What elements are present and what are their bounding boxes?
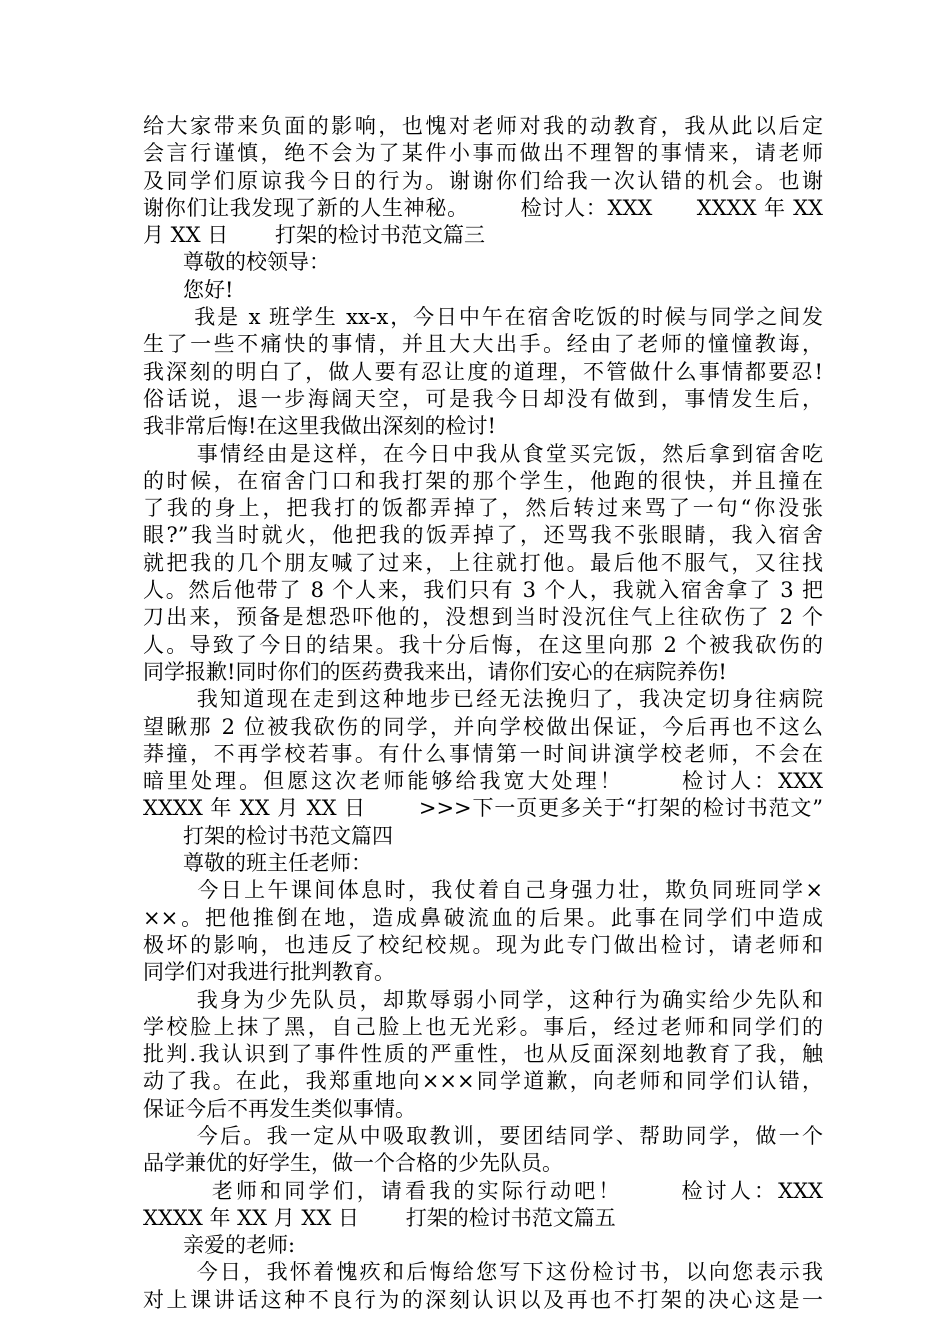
text-line: 生了一些不痛快的事情，并且大大出手。经由了老师的憧憧教诲，	[143, 332, 823, 357]
text-line: 批判.我认识到了事件性质的严重性，也从反面深刻地教育了我，触	[143, 1042, 823, 1067]
text-line: 谢你们让我发现了新的人生神秘。 检讨人：XXX XXXX 年 XX	[143, 195, 823, 220]
document-body	[143, 113, 823, 1314]
text-line: 我是 x 班学生 xx-x，今日中午在宿舍吃饭的时候与同学之间发	[143, 305, 823, 330]
text-line: 同学们对我进行批判教育。	[143, 960, 395, 985]
text-line: 今日，我怀着愧疚和后悔给您写下这份检讨书，以向您表示我	[143, 1260, 823, 1285]
text-line: XXXX 年 XX 月 XX 日 >>>下一页更多关于“打架的检讨书范文”	[143, 796, 823, 821]
text-line: 眼?”我当时就火，他把我的饭弄掉了，还骂我不张眼睛，我入宿舍	[143, 523, 823, 548]
text-line: 尊敬的班主任老师：	[143, 851, 373, 876]
text-line: 及同学们原谅我今日的行为。谢谢你们给我一次认错的机会。也谢	[143, 168, 823, 193]
text-line: 亲爱的老师:	[143, 1233, 296, 1258]
text-line: 您好!	[143, 277, 234, 302]
text-line: 今后。我一定从中吸取教训，要团结同学、帮助同学，做一个	[143, 1123, 823, 1148]
text-line: 保证今后不再发生类似事情。	[143, 1096, 416, 1121]
text-line: 今日上午课间体息时，我仗着自己身强力壮，欺负同班同学×	[143, 878, 823, 903]
text-line: 的时候，在宿舍门口和我打架的那个学生，他跑的很快，并且撞在	[143, 468, 823, 493]
text-line: ××。把他推倒在地，造成鼻破流血的后果。此事在同学们中造成	[143, 905, 823, 930]
text-line: 刀出来，预备是想恐吓他的，没想到当时没沉住气上往砍伤了 2 个	[143, 605, 823, 630]
text-line: 人。然后他带了 8 个人来，我们只有 3 个人，我就入宿舍拿了 3 把	[143, 578, 823, 603]
text-line: 我身为少先队员，却欺辱弱小同学，这种行为确实给少先队和	[143, 987, 823, 1012]
text-line: XXXX 年 XX 月 XX 日 打架的检讨书范文篇五	[143, 1205, 616, 1230]
text-line: 就把我的几个朋友喊了过来，上往就打他。最后他不服气，又往找	[143, 550, 823, 575]
text-line: 学校脸上抹了黑，自己脸上也无光彩。事后，经过老师和同学们的	[143, 1014, 823, 1039]
text-line: 同学报歉!同时你们的医药费我来出，请你们安心的在病院养伤!	[143, 659, 727, 684]
text-line: 莽撞，不再学校若事。有什么事情第一时间讲演学校老师，不会在	[143, 741, 823, 766]
text-line: 我深刻的明白了，做人要有忍让度的道理，不管做什么事情都要忍!	[143, 359, 823, 384]
text-line: 月 XX 日 打架的检讨书范文篇三	[143, 223, 485, 248]
text-line: 老师和同学们，请看我的实际行动吧！ 检讨人：XXX	[143, 1178, 823, 1203]
text-line: 极坏的影响，也违反了校纪校规。现为此专门做出检讨，请老师和	[143, 932, 823, 957]
text-line: 暗里处理。但愿这次老师能够给我宽大处理！ 检讨人：XXX	[143, 769, 823, 794]
text-line: 尊敬的校领导：	[143, 250, 331, 275]
text-line: 人。导致了今日的结果。我十分后悔，在这里向那 2 个被我砍伤的	[143, 632, 823, 657]
text-line: 对上课讲话这种不良行为的深刻认识以及再也不打架的决心这是一	[143, 1287, 823, 1312]
text-line: 我知道现在走到这种地步已经无法挽归了，我决定切身往病院	[143, 687, 823, 712]
text-line: 打架的检讨书范文篇四	[143, 823, 394, 848]
text-line: 品学兼优的好学生，做一个合格的少先队员。	[143, 1151, 563, 1176]
text-line: 了我的身上，把我打的饭都弄掉了，然后转过来骂了一句“你没张	[143, 496, 823, 521]
text-line: 我非常后悔!在这里我做出深刻的检讨!	[143, 414, 496, 439]
text-line: 给大家带来负面的影响，也愧对老师对我的动教育，我从此以后定	[143, 114, 823, 138]
text-line: 会言行谨慎，绝不会为了某件小事而做出不理智的事情来，请老师	[143, 141, 823, 166]
text-line: 事情经由是这样，在今日中我从食堂买完饭，然后拿到宿舍吃	[143, 441, 823, 466]
text-line: 望瞅那 2 位被我砍伤的同学，并向学校做出保证，今后再也不这么	[143, 714, 823, 739]
text-line: 俗话说，退一步海阔天空，可是我今日却没有做到，事情发生后，	[143, 386, 823, 411]
text-line: 动了我。在此，我郑重地向×××同学道歉，向老师和同学们认错，	[143, 1069, 823, 1094]
